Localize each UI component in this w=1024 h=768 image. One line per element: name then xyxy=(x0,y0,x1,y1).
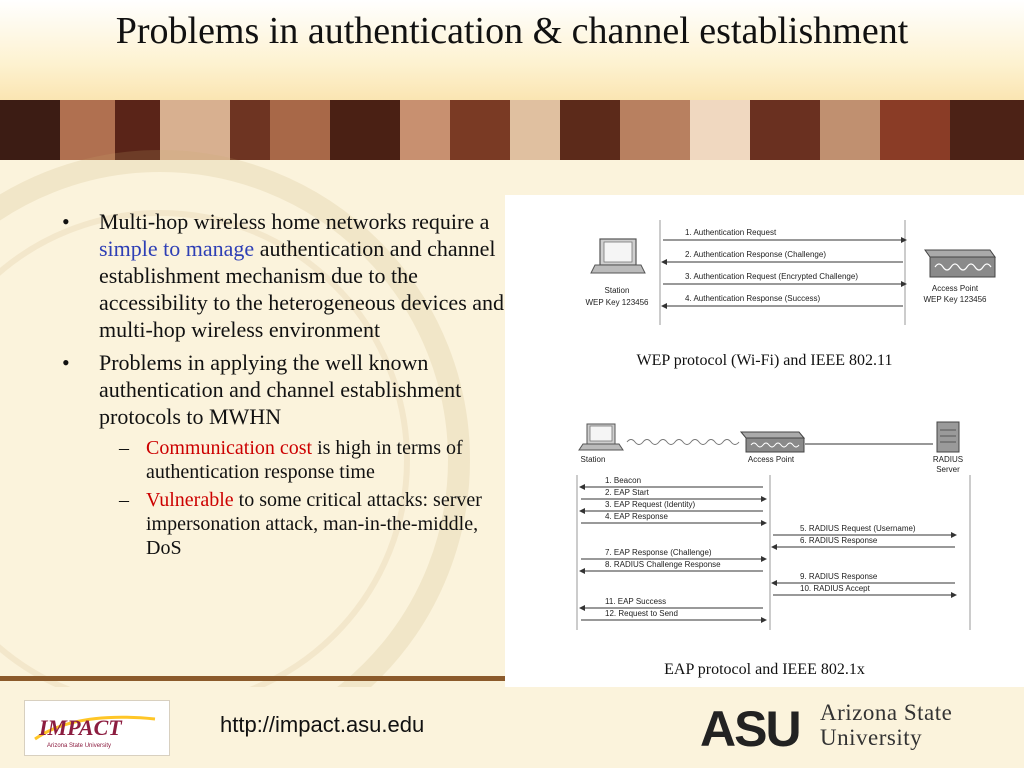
sub-bullet-highlight: Vulnerable xyxy=(146,489,234,511)
sub-bullet-marker: – xyxy=(119,437,129,459)
asu-name xyxy=(820,700,952,750)
wep-msg: 4. Authentication Response (Success) xyxy=(685,294,821,303)
wep-caption: WEP protocol (Wi-Fi) and IEEE 802.11 xyxy=(636,352,893,369)
asu-mark-text: ASU xyxy=(700,701,800,754)
laptop-icon xyxy=(579,424,623,450)
wep-msg: 2. Authentication Response (Challenge) xyxy=(685,250,826,259)
radius-server-icon xyxy=(937,422,959,452)
bullet-marker: • xyxy=(62,209,70,234)
sub-bullet-text: to some critical attacks: server impersonation attack, man-in-the-middle, DoS xyxy=(146,489,482,559)
eap-caption: EAP protocol and IEEE 802.1x xyxy=(664,661,865,678)
bullet-highlight: simple to manage xyxy=(99,236,255,261)
wep-ap-key: WEP Key 123456 xyxy=(923,295,987,304)
bullet-list xyxy=(62,208,512,564)
asu-name-line-1: Arizona State xyxy=(820,700,953,725)
sub-bullet-text: is high in terms of authentication response time xyxy=(146,437,463,483)
eap-diagram xyxy=(505,420,1024,660)
diagram-panel xyxy=(505,195,1024,687)
access-point-icon xyxy=(741,432,804,452)
eap-msg: 10. RADIUS Accept xyxy=(800,584,870,593)
sub-bullet-marker: – xyxy=(119,489,129,511)
eap-ap-label: Access Point xyxy=(747,455,795,464)
wep-station-key: WEP Key 123456 xyxy=(585,298,649,307)
eap-msg: 3. EAP Request (Identity) xyxy=(605,500,696,509)
eap-server-label-2: Server xyxy=(936,465,960,474)
asu-logo-mark xyxy=(698,698,818,754)
footer-divider xyxy=(0,676,505,681)
wep-ap-label: Access Point xyxy=(931,284,979,293)
footer-url[interactable]: http://impact.asu.edu xyxy=(220,712,425,737)
eap-msg: 11. EAP Success xyxy=(605,597,667,606)
bullet-item xyxy=(62,208,512,343)
bullet-text: authentication and channel establishment mechanism due to the accessibility to the heterogeneous devices and multi-hop wireless environment xyxy=(99,236,505,342)
impact-logo-sub: Arizona State University xyxy=(47,743,112,749)
eap-msg: 1. Beacon xyxy=(605,476,642,485)
eap-server-label-1: RADIUS xyxy=(932,455,964,464)
laptop-icon xyxy=(591,239,645,273)
bullet-text: Problems in applying the well known authentication and channel establishment protocols to MWHN xyxy=(99,350,462,429)
impact-logo-graphic xyxy=(25,701,171,757)
eap-msg: 8. RADIUS Challenge Response xyxy=(605,560,721,569)
impact-logo-text: IMPACT xyxy=(39,715,122,740)
bullet-item xyxy=(62,349,512,430)
sub-bullet-item xyxy=(62,488,512,560)
eap-msg: 5. RADIUS Request (Username) xyxy=(800,524,916,533)
access-point-icon xyxy=(925,250,995,277)
sub-bullet-item xyxy=(62,436,512,484)
bullet-marker: • xyxy=(62,350,70,375)
asu-name-line-2: University xyxy=(820,725,923,750)
slide-title: Problems in authentication & channel establishment xyxy=(115,10,909,52)
eap-station-label: Station xyxy=(580,455,606,464)
wep-station-label: Station xyxy=(604,286,630,295)
eap-msg: 6. RADIUS Response xyxy=(800,536,878,545)
eap-msg: 2. EAP Start xyxy=(605,488,649,497)
eap-msg: 4. EAP Response xyxy=(605,512,669,521)
eap-msg: 7. EAP Response (Challenge) xyxy=(605,548,712,557)
wep-msg: 1. Authentication Request xyxy=(685,228,777,237)
sub-bullet-highlight: Communication cost xyxy=(146,437,313,459)
bullet-text: Multi-hop wireless home networks require a xyxy=(99,209,490,234)
wep-msg: 3. Authentication Request (Encrypted Challenge) xyxy=(685,272,858,281)
eap-msg: 9. RADIUS Response xyxy=(800,572,878,581)
impact-logo xyxy=(24,700,170,756)
wep-diagram xyxy=(505,195,1024,345)
eap-msg: 12. Request to Send xyxy=(605,609,678,618)
